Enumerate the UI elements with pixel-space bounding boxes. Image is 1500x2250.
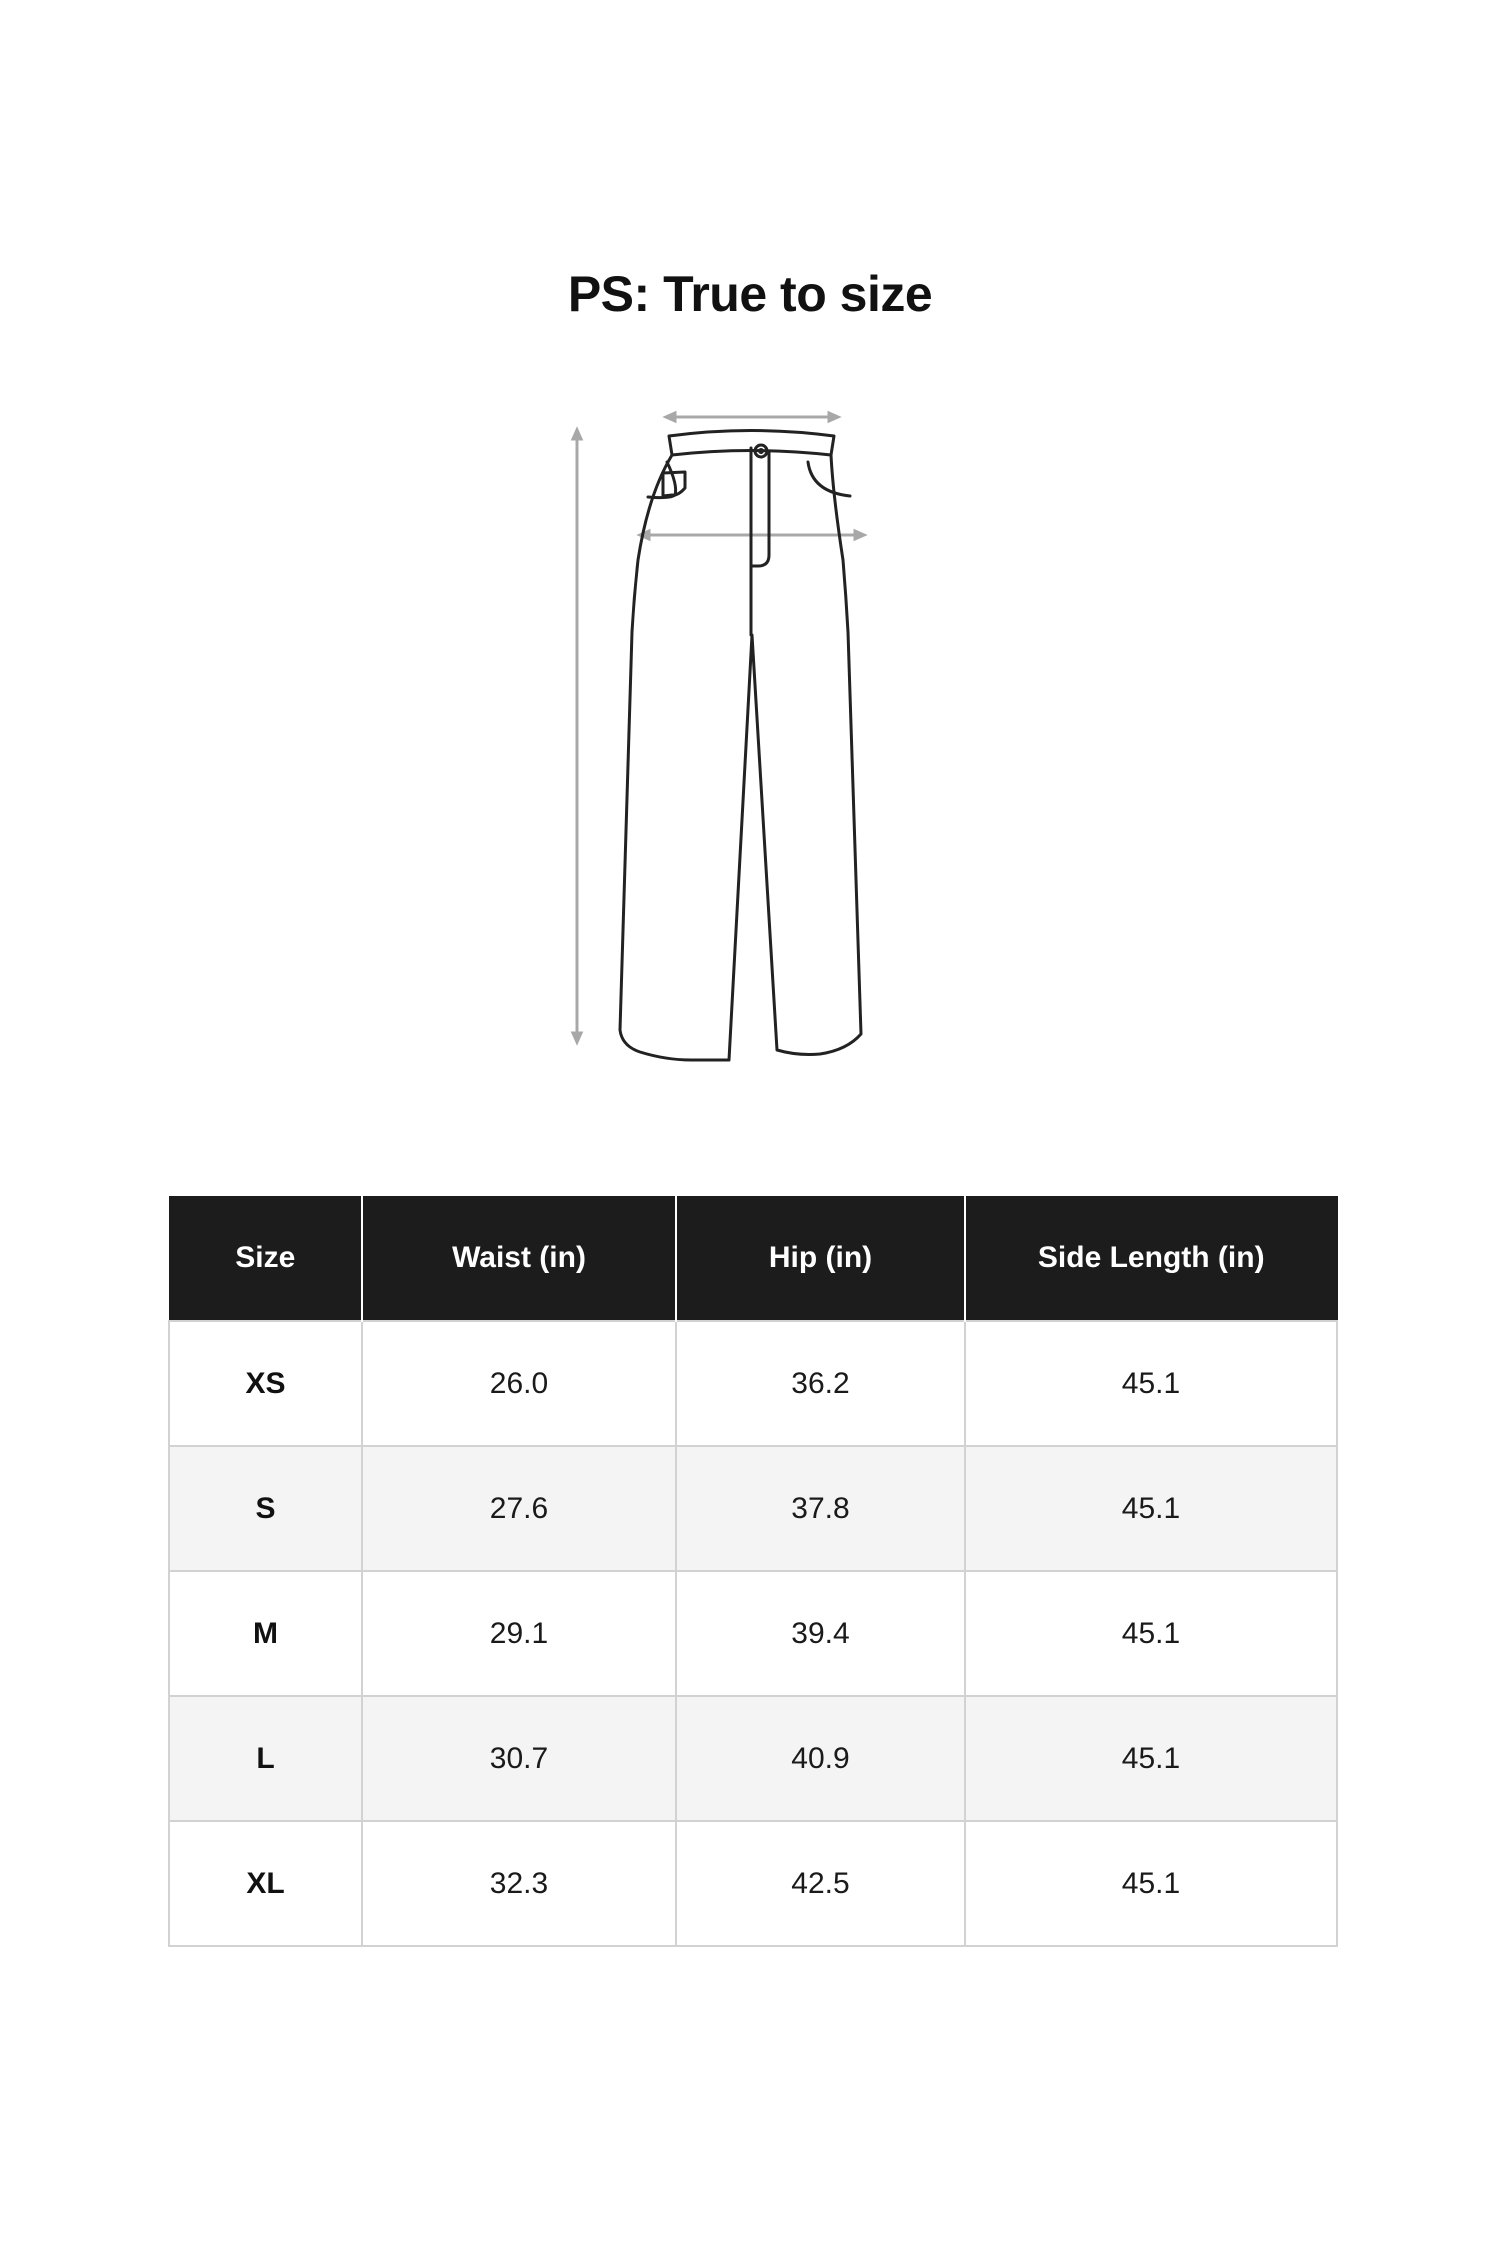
side-length-cell: 45.1 (965, 1821, 1337, 1946)
hip-cell: 42.5 (676, 1821, 965, 1946)
table-row (169, 1821, 1337, 1946)
table-header-row (169, 1196, 1337, 1321)
header-side-length: Side Length (in) (965, 1196, 1337, 1321)
size-cell: S (169, 1446, 362, 1571)
table-row (169, 1446, 1337, 1571)
side-length-cell: 45.1 (965, 1321, 1337, 1446)
header-waist: Waist (in) (362, 1196, 676, 1321)
table-row (169, 1321, 1337, 1446)
hip-cell: 39.4 (676, 1571, 965, 1696)
page-title: PS: True to size (567, 265, 933, 322)
waist-cell: 32.3 (362, 1821, 676, 1946)
pants-icon (550, 400, 930, 1070)
waist-cell: 26.0 (362, 1321, 676, 1446)
table-row (169, 1571, 1337, 1696)
size-cell: XL (169, 1821, 362, 1946)
size-chart-table (168, 1196, 1338, 1947)
size-cell: L (169, 1696, 362, 1821)
waist-cell: 30.7 (362, 1696, 676, 1821)
header-size: Size (169, 1196, 362, 1321)
size-cell: XS (169, 1321, 362, 1446)
waist-cell: 29.1 (362, 1571, 676, 1696)
hip-cell: 40.9 (676, 1696, 965, 1821)
side-length-cell: 45.1 (965, 1571, 1337, 1696)
waist-cell: 27.6 (362, 1446, 676, 1571)
hip-cell: 37.8 (676, 1446, 965, 1571)
side-length-cell: 45.1 (965, 1446, 1337, 1571)
pants-measurement-diagram (550, 400, 930, 1070)
table-row (169, 1696, 1337, 1821)
size-cell: M (169, 1571, 362, 1696)
hip-cell: 36.2 (676, 1321, 965, 1446)
header-hip: Hip (in) (676, 1196, 965, 1321)
side-length-cell: 45.1 (965, 1696, 1337, 1821)
